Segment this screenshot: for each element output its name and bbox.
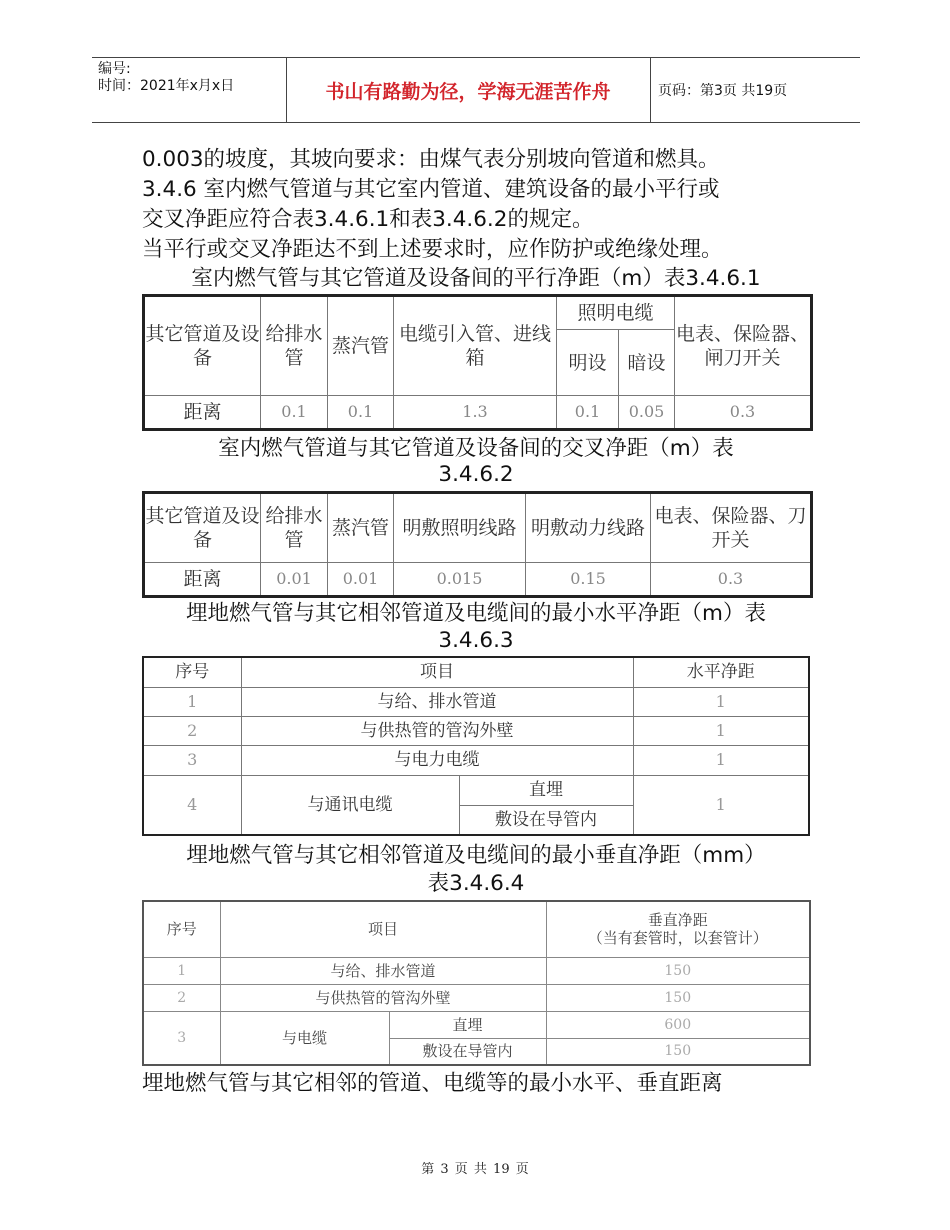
table3-header-no: 序号 [143, 657, 241, 687]
table3-row-dist: 1 [633, 716, 809, 745]
body-line: 0.003的坡度，其坡向要求：由煤气表分别坡向管道和燃具。 [142, 147, 720, 172]
table1-caption: 室内燃气管与其它管道及设备间的平行净距（m）表3.4.6.1 [191, 266, 761, 291]
table4-row-item: 与电缆 [220, 1011, 389, 1065]
table-row [143, 957, 810, 984]
table3-row-no: 4 [143, 775, 241, 835]
table2-value: 0.01 [261, 563, 328, 597]
page-header [92, 57, 860, 123]
table3-row-item: 与供热管的管沟外壁 [241, 716, 633, 745]
table2-value: 0.015 [394, 563, 526, 597]
table4-row-no: 2 [143, 984, 220, 1011]
table1-header-cable: 电缆引入管、进线箱 [394, 296, 557, 396]
header-divider [650, 57, 651, 123]
table2-value: 0.01 [328, 563, 394, 597]
table2-value: 0.3 [651, 563, 812, 597]
table4-row-dist: 150 [546, 957, 810, 984]
table-row [143, 984, 810, 1011]
body-line: 当平行或交叉净距达不到上述要求时，应作防护或绝缘处理。 [142, 237, 723, 262]
table-row [143, 745, 809, 775]
table-row [143, 775, 809, 805]
table3-caption: 埋地燃气管与其它相邻管道及电缆间的最小水平净距（m）表 [186, 601, 766, 626]
table1-value: 0.1 [261, 396, 328, 430]
table2-row-label: 距离 [144, 563, 261, 597]
table1-row-label: 距离 [144, 396, 261, 430]
table4-row-sub: 直埋 [389, 1011, 546, 1038]
table4-header-dist [546, 901, 810, 957]
table4-caption: 埋地燃气管与其它相邻管道及电缆间的最小垂直净距（mm） [186, 843, 766, 868]
header-divider [286, 57, 287, 123]
table4-row-dist: 150 [546, 1038, 810, 1065]
table4-header-dist-note: （当有套管时，以套管计） [587, 929, 768, 948]
table3-row-item: 与给、排水管道 [241, 687, 633, 716]
table4-row-dist: 600 [546, 1011, 810, 1038]
table1-header-item: 其它管道及设备 [144, 296, 261, 396]
table3-header-item: 项目 [241, 657, 633, 687]
table1-header-meter: 电表、保险器、闸刀开关 [675, 296, 812, 396]
table4-header-no: 序号 [143, 901, 220, 957]
table4-row-no: 3 [143, 1011, 220, 1065]
table1-value: 1.3 [394, 396, 557, 430]
header-meta [98, 61, 234, 95]
table1-value: 0.1 [557, 396, 619, 430]
table2-header-meter: 电表、保险器、刀开关 [651, 493, 812, 563]
table3-row-sub: 直埋 [459, 775, 633, 805]
table1-value: 0.3 [675, 396, 812, 430]
body-line: 交叉净距应符合表3.4.6.1和表3.4.6.2的规定。 [142, 207, 594, 232]
table3-row-dist: 1 [633, 775, 809, 835]
table2-header-item: 其它管道及设备 [144, 493, 261, 563]
table3-row-no: 1 [143, 687, 241, 716]
header-motto: 书山有路勤为径，学海无涯苦作舟 [325, 80, 611, 103]
table3-row-sub: 敷设在导管内 [459, 805, 633, 835]
table4-caption-number: 表3.4.6.4 [427, 871, 525, 896]
table3-row-dist: 1 [633, 745, 809, 775]
table-cross-clearance [142, 491, 813, 598]
body-line: 埋地燃气管与其它相邻的管道、电缆等的最小水平、垂直距离 [142, 1071, 723, 1096]
table3-row-no: 3 [143, 745, 241, 775]
table2-header-light-line: 明敷照明线路 [394, 493, 526, 563]
table4-row-no: 1 [143, 957, 220, 984]
table4-header-item: 项目 [220, 901, 546, 957]
header-page-info: 页码：第3页 共19页 [658, 83, 788, 99]
table1-value: 0.1 [328, 396, 394, 430]
table1-header-exposed: 明设 [557, 330, 619, 396]
table2-caption-number: 3.4.6.2 [438, 462, 514, 487]
header-time-label: 时间：2021年x月x日 [98, 78, 235, 94]
table2-value: 0.15 [526, 563, 651, 597]
table1-header-steam: 蒸汽管 [328, 296, 394, 396]
body-line: 3.4.6 室内燃气管道与其它室内管道、建筑设备的最小平行或 [142, 177, 720, 202]
table4-row-item: 与供热管的管沟外壁 [220, 984, 546, 1011]
table2-caption: 室内燃气管道与其它管道及设备间的交叉净距（m）表 [218, 436, 734, 461]
table-horizontal-clearance [142, 656, 810, 836]
table1-header-lighting: 照明电缆 [557, 296, 675, 330]
table2-header-power-line: 明敷动力线路 [526, 493, 651, 563]
table-row [143, 1011, 810, 1038]
table4-header-dist-title: 垂直净距 [647, 911, 708, 930]
table-row [143, 687, 809, 716]
table1-header-water: 给排水管 [261, 296, 328, 396]
table-parallel-clearance [142, 294, 813, 431]
table4-row-item: 与给、排水管道 [220, 957, 546, 984]
header-number-label: 编号: [98, 61, 131, 77]
table1-value: 0.05 [619, 396, 675, 430]
table4-row-sub: 敷设在导管内 [389, 1038, 546, 1065]
table-row [143, 716, 809, 745]
page-footer: 第 3 页 共 19 页 [421, 1162, 529, 1177]
table3-row-dist: 1 [633, 687, 809, 716]
table3-row-item: 与电力电缆 [241, 745, 633, 775]
table3-row-no: 2 [143, 716, 241, 745]
table3-caption-number: 3.4.6.3 [438, 628, 514, 653]
table1-header-concealed: 暗设 [619, 330, 675, 396]
table2-header-steam: 蒸汽管 [328, 493, 394, 563]
table3-row-item: 与通讯电缆 [241, 775, 459, 835]
table-vertical-clearance [142, 900, 811, 1066]
table3-header-dist: 水平净距 [633, 657, 809, 687]
table4-row-dist: 150 [546, 984, 810, 1011]
table2-header-water: 给排水管 [261, 493, 328, 563]
